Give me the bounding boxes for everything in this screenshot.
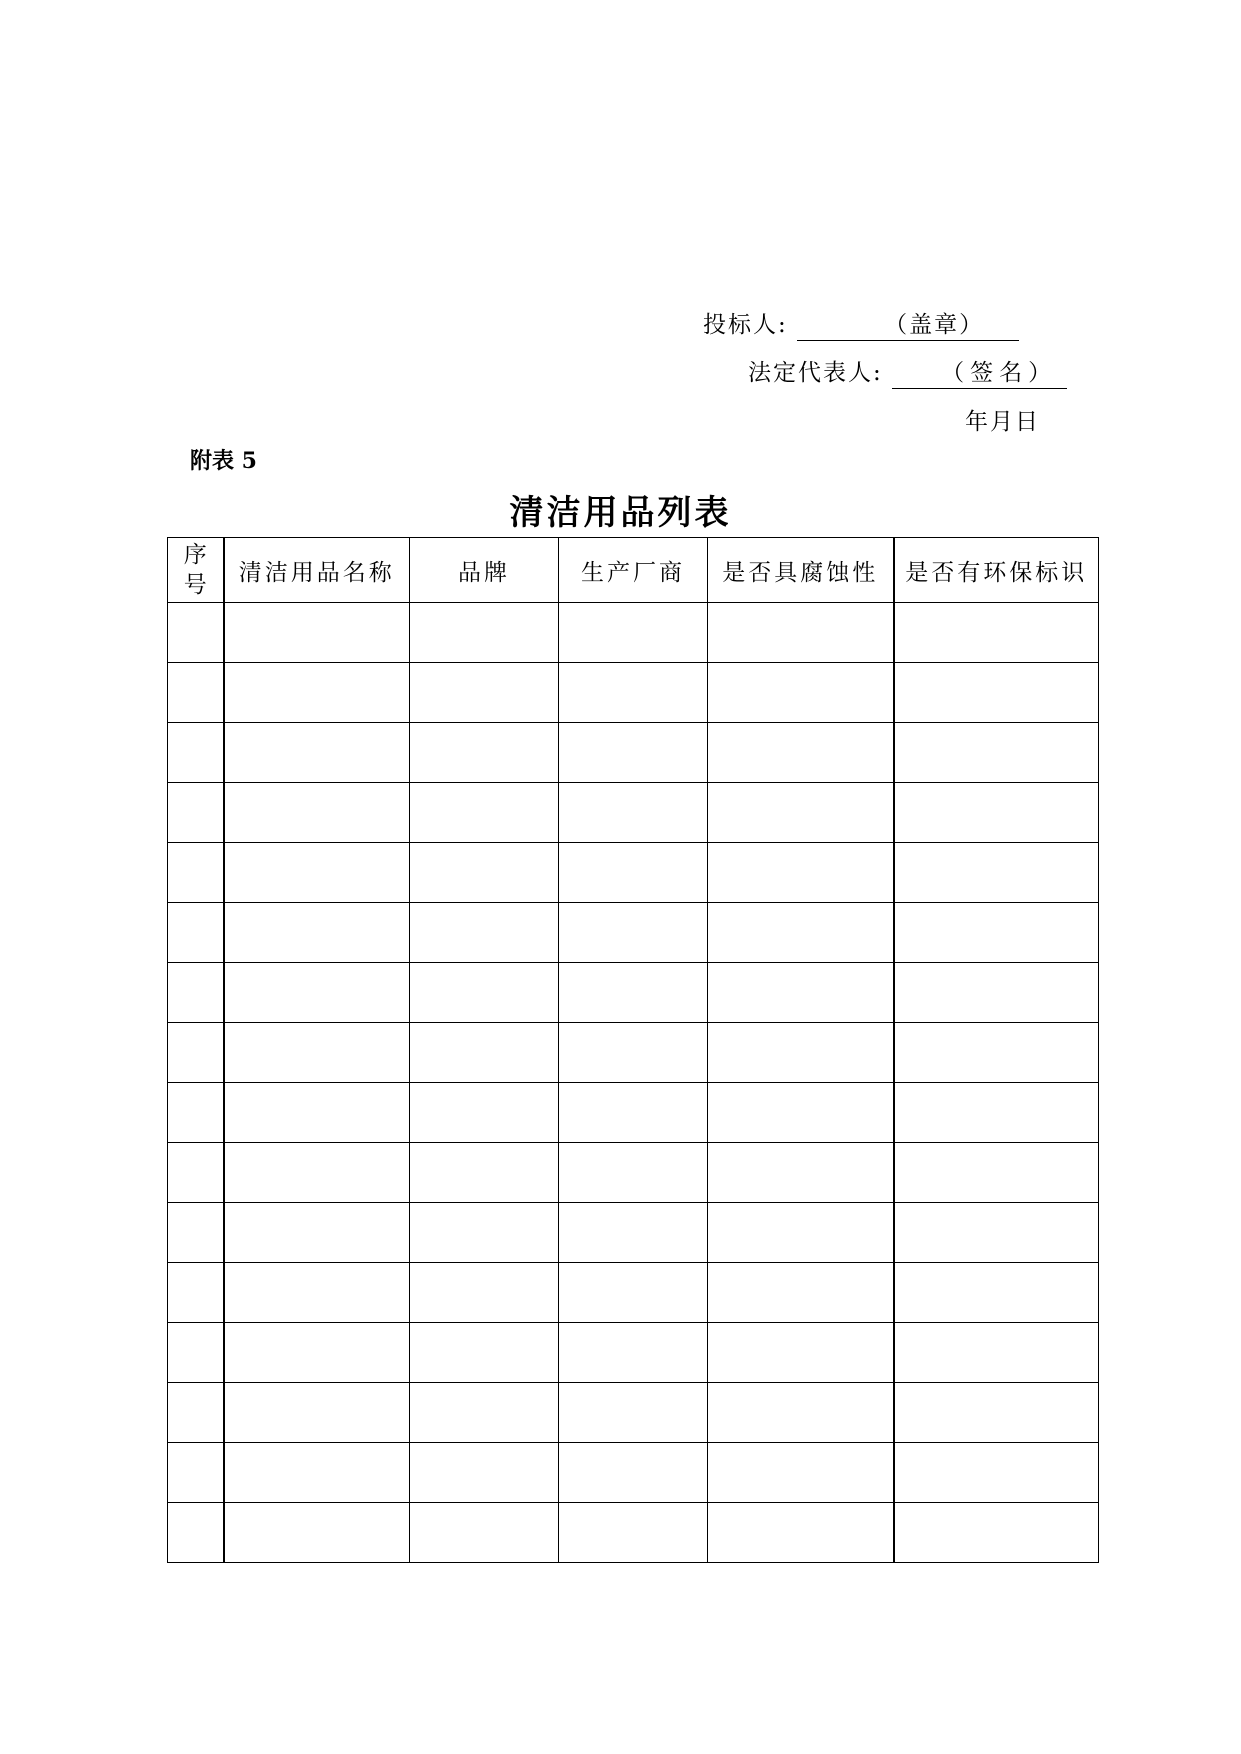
cell-eco-label[interactable] bbox=[894, 603, 1099, 663]
bidder-seal-field[interactable] bbox=[797, 312, 1019, 341]
table-body bbox=[168, 603, 1099, 1563]
cell-seq[interactable] bbox=[168, 1143, 224, 1203]
cell-manufacturer[interactable] bbox=[559, 1323, 708, 1383]
cell-name[interactable] bbox=[224, 1263, 410, 1323]
cell-seq[interactable] bbox=[168, 1203, 224, 1263]
cell-eco-label[interactable] bbox=[894, 1143, 1099, 1203]
cell-name[interactable] bbox=[224, 723, 410, 783]
bidder-label: 投标人: bbox=[703, 312, 788, 338]
column-header-corrosive: 是否具腐蚀性 bbox=[708, 538, 894, 603]
seq-header-line-2: 号 bbox=[183, 572, 207, 598]
table-row bbox=[168, 1083, 1099, 1143]
cell-name[interactable] bbox=[224, 1083, 410, 1143]
cell-eco-label[interactable] bbox=[894, 783, 1099, 843]
legal-rep-signature-line bbox=[748, 354, 1067, 389]
cell-corrosive[interactable] bbox=[708, 1143, 894, 1203]
cell-name[interactable] bbox=[224, 603, 410, 663]
cell-corrosive[interactable] bbox=[708, 723, 894, 783]
cell-manufacturer[interactable] bbox=[559, 1143, 708, 1203]
table-row bbox=[168, 783, 1099, 843]
cell-brand[interactable] bbox=[410, 1143, 559, 1203]
appendix-label: 附表 5 bbox=[190, 448, 257, 474]
table-row bbox=[168, 1383, 1099, 1443]
cell-brand[interactable] bbox=[410, 783, 559, 843]
cell-manufacturer[interactable] bbox=[559, 1083, 708, 1143]
cell-corrosive[interactable] bbox=[708, 1023, 894, 1083]
cell-brand[interactable] bbox=[410, 1083, 559, 1143]
cell-name[interactable] bbox=[224, 1143, 410, 1203]
legal-rep-sign-note: （签名） bbox=[941, 360, 1058, 386]
cell-manufacturer[interactable] bbox=[559, 1263, 708, 1323]
table-row bbox=[168, 903, 1099, 963]
cell-manufacturer[interactable] bbox=[559, 963, 708, 1023]
cell-eco-label[interactable] bbox=[894, 1083, 1099, 1143]
cell-name[interactable] bbox=[224, 1383, 410, 1443]
cell-brand[interactable] bbox=[410, 723, 559, 783]
cell-manufacturer[interactable] bbox=[559, 1443, 708, 1503]
cell-eco-label[interactable] bbox=[894, 1023, 1099, 1083]
bidder-seal-note: （盖章） bbox=[884, 312, 985, 338]
cell-seq[interactable] bbox=[168, 843, 224, 903]
cell-eco-label[interactable] bbox=[894, 1383, 1099, 1443]
table-header-row bbox=[168, 538, 1099, 603]
table-row bbox=[168, 1443, 1099, 1503]
cell-manufacturer[interactable] bbox=[559, 1023, 708, 1083]
cell-corrosive[interactable] bbox=[708, 1323, 894, 1383]
page-title: 清洁用品列表 bbox=[509, 493, 732, 533]
cell-brand[interactable] bbox=[410, 1383, 559, 1443]
cell-eco-label[interactable] bbox=[894, 963, 1099, 1023]
cell-name[interactable] bbox=[224, 903, 410, 963]
cell-corrosive[interactable] bbox=[708, 663, 894, 723]
cell-brand[interactable] bbox=[410, 603, 559, 663]
cell-seq[interactable] bbox=[168, 723, 224, 783]
cell-brand[interactable] bbox=[410, 1263, 559, 1323]
cell-eco-label[interactable] bbox=[894, 1443, 1099, 1503]
cell-brand[interactable] bbox=[410, 843, 559, 903]
cell-eco-label[interactable] bbox=[894, 903, 1099, 963]
cell-manufacturer[interactable] bbox=[559, 783, 708, 843]
seq-header-line-1: 序 bbox=[183, 542, 207, 568]
cell-seq[interactable] bbox=[168, 1383, 224, 1443]
cell-name[interactable] bbox=[224, 663, 410, 723]
cell-name[interactable] bbox=[224, 843, 410, 903]
cell-name[interactable] bbox=[224, 1203, 410, 1263]
cell-name[interactable] bbox=[224, 1323, 410, 1383]
cell-manufacturer[interactable] bbox=[559, 843, 708, 903]
cell-eco-label[interactable] bbox=[894, 663, 1099, 723]
table-row bbox=[168, 963, 1099, 1023]
cell-brand[interactable] bbox=[410, 1323, 559, 1383]
table-row bbox=[168, 1263, 1099, 1323]
cell-corrosive[interactable] bbox=[708, 1383, 894, 1443]
cleaning-supplies-table bbox=[167, 537, 1099, 1563]
cell-eco-label[interactable] bbox=[894, 1203, 1099, 1263]
table-row bbox=[168, 1503, 1099, 1563]
cell-manufacturer[interactable] bbox=[559, 1503, 708, 1563]
table-row bbox=[168, 663, 1099, 723]
cell-name[interactable] bbox=[224, 1443, 410, 1503]
cell-eco-label[interactable] bbox=[894, 1503, 1099, 1563]
column-header-manufacturer: 生产厂商 bbox=[559, 538, 708, 603]
column-header-name: 清洁用品名称 bbox=[224, 538, 410, 603]
table-row bbox=[168, 1023, 1099, 1083]
cell-brand[interactable] bbox=[410, 1023, 559, 1083]
cell-seq[interactable] bbox=[168, 1443, 224, 1503]
cell-corrosive[interactable] bbox=[708, 1203, 894, 1263]
cell-brand[interactable] bbox=[410, 1203, 559, 1263]
cell-corrosive[interactable] bbox=[708, 843, 894, 903]
cell-manufacturer[interactable] bbox=[559, 663, 708, 723]
cell-name[interactable] bbox=[224, 1023, 410, 1083]
table-row bbox=[168, 1203, 1099, 1263]
column-header-eco-label: 是否有环保标识 bbox=[894, 538, 1099, 603]
cell-corrosive[interactable] bbox=[708, 1443, 894, 1503]
cell-manufacturer[interactable] bbox=[559, 1383, 708, 1443]
cell-corrosive[interactable] bbox=[708, 1503, 894, 1563]
date-line: 年月日 bbox=[965, 409, 1040, 435]
cell-seq[interactable] bbox=[168, 783, 224, 843]
cell-seq[interactable] bbox=[168, 603, 224, 663]
cell-corrosive[interactable] bbox=[708, 603, 894, 663]
cell-corrosive[interactable] bbox=[708, 783, 894, 843]
cell-seq[interactable] bbox=[168, 963, 224, 1023]
cell-eco-label[interactable] bbox=[894, 843, 1099, 903]
table-row bbox=[168, 723, 1099, 783]
cell-seq[interactable] bbox=[168, 903, 224, 963]
cell-name[interactable] bbox=[224, 783, 410, 843]
cell-corrosive[interactable] bbox=[708, 903, 894, 963]
cell-eco-label[interactable] bbox=[894, 1263, 1099, 1323]
cell-seq[interactable] bbox=[168, 1083, 224, 1143]
cell-eco-label[interactable] bbox=[894, 1323, 1099, 1383]
cell-seq[interactable] bbox=[168, 1323, 224, 1383]
cell-seq[interactable] bbox=[168, 663, 224, 723]
table-row bbox=[168, 603, 1099, 663]
cell-brand[interactable] bbox=[410, 1443, 559, 1503]
cell-brand[interactable] bbox=[410, 1503, 559, 1563]
table-row bbox=[168, 1323, 1099, 1383]
cell-manufacturer[interactable] bbox=[559, 603, 708, 663]
bidder-signature-line bbox=[703, 306, 1019, 341]
column-header-brand: 品牌 bbox=[410, 538, 559, 603]
cell-corrosive[interactable] bbox=[708, 1083, 894, 1143]
legal-rep-label: 法定代表人: bbox=[748, 360, 883, 386]
cell-brand[interactable] bbox=[410, 963, 559, 1023]
cell-corrosive[interactable] bbox=[708, 1263, 894, 1323]
cell-seq[interactable] bbox=[168, 1263, 224, 1323]
cell-seq[interactable] bbox=[168, 1023, 224, 1083]
cell-brand[interactable] bbox=[410, 903, 559, 963]
cell-corrosive[interactable] bbox=[708, 963, 894, 1023]
cell-name[interactable] bbox=[224, 963, 410, 1023]
cell-name[interactable] bbox=[224, 1503, 410, 1563]
table-row bbox=[168, 1143, 1099, 1203]
column-header-seq bbox=[168, 538, 224, 603]
cell-brand[interactable] bbox=[410, 663, 559, 723]
legal-rep-sign-field[interactable] bbox=[892, 360, 1067, 389]
table-row bbox=[168, 843, 1099, 903]
cell-manufacturer[interactable] bbox=[559, 903, 708, 963]
cell-manufacturer[interactable] bbox=[559, 1203, 708, 1263]
cell-manufacturer[interactable] bbox=[559, 723, 708, 783]
cell-seq[interactable] bbox=[168, 1503, 224, 1563]
cell-eco-label[interactable] bbox=[894, 723, 1099, 783]
